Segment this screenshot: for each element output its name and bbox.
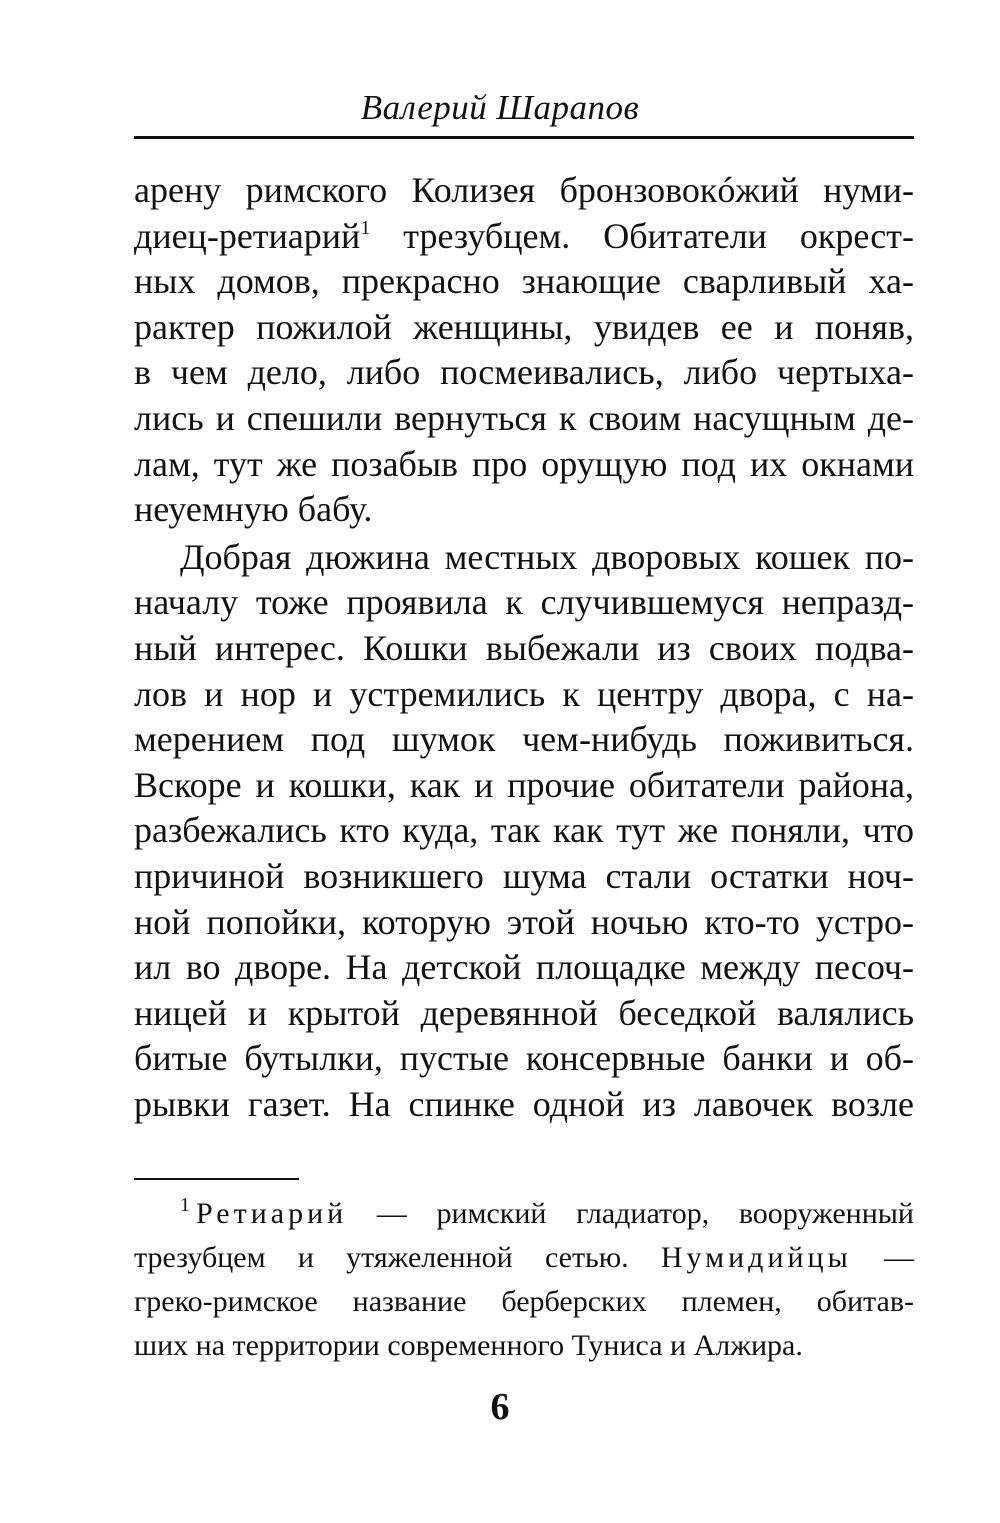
text-line <box>134 214 914 260</box>
text-line: Добрая дюжина местных дворовых кошек по- <box>180 536 914 577</box>
page-number: 6 <box>490 1386 510 1428</box>
text-line: лись и спешили вернуться к своим насущным де- <box>134 397 914 438</box>
text-line: рывки газет. На спинке одной из лавочек возле <box>134 1083 914 1124</box>
text-line: разбежались кто куда, так как тут же поняли, что <box>134 810 914 851</box>
footnote-text: трезубцем и утяжеленной сетью. <box>134 1241 661 1274</box>
text-line: рактер пожилой женщины, увидев ее и поняв, <box>134 306 914 347</box>
text-line: ных домов, прекрасно знающие сварливый ха- <box>134 261 914 302</box>
body-text <box>134 168 914 1127</box>
paragraph-2 <box>134 535 914 1128</box>
footnote-line: греко-римское название берберских племен, обитав- <box>134 1285 914 1318</box>
text-line: лам, тут же позабыв про орущую под их окнами <box>134 443 914 484</box>
footnote-term: Нумидийцы <box>660 1241 852 1274</box>
footnote-term: Ретиарий <box>196 1197 348 1230</box>
text-line: ный интерес. Кошки выбежали из своих подва- <box>134 627 914 668</box>
footnote-number: 1 <box>180 1194 190 1216</box>
text-line: неуемную бабу. <box>134 489 373 530</box>
footnote-line: ших на территории современного Туниса и Алжира. <box>134 1329 803 1362</box>
text-line: лов и нор и устремились к центру двора, с на- <box>134 673 914 714</box>
text-line: битые бутылки, пустые консервные банки и об- <box>134 1038 914 1079</box>
footnote-line <box>134 1236 914 1280</box>
text-line: ной попойки, которую этой ночью кто-то устро- <box>134 901 914 942</box>
paragraph-1 <box>134 168 914 533</box>
text-line: началу тоже проявила к случившемуся непразд- <box>134 582 914 623</box>
text-line: ницей и крытой деревянной беседкой валялись <box>134 992 914 1033</box>
header-rule <box>134 136 914 139</box>
text-fragment: диец-ретиарий <box>134 215 361 256</box>
text-line: причиной возникшего шума стали остатки ноч- <box>134 855 914 896</box>
text-line: в чем дело, либо посмеивались, либо чертыха- <box>134 352 914 393</box>
text-line: арену римского Колизея бронзовокóжий нуми- <box>134 170 914 210</box>
footnote <box>134 1192 914 1368</box>
footnote-line <box>134 1192 914 1236</box>
footnote-text: — римский гладиатор, вооруженный <box>347 1197 914 1230</box>
footnote-rule <box>134 1178 299 1180</box>
running-head: Валерий Шарапов <box>360 88 640 127</box>
footnote-marker: 1 <box>360 216 371 239</box>
footnote-text: — <box>851 1241 915 1274</box>
text-line: Вскоре и кошки, как и прочие обитатели района, <box>134 764 914 805</box>
text-line: мерением под шумок чем-нибудь поживиться. <box>134 719 914 760</box>
text-line: ил во дворе. На детской площадке между песоч- <box>134 947 914 988</box>
text-fragment: трезубцем. Обитатели окрест- <box>403 215 914 256</box>
